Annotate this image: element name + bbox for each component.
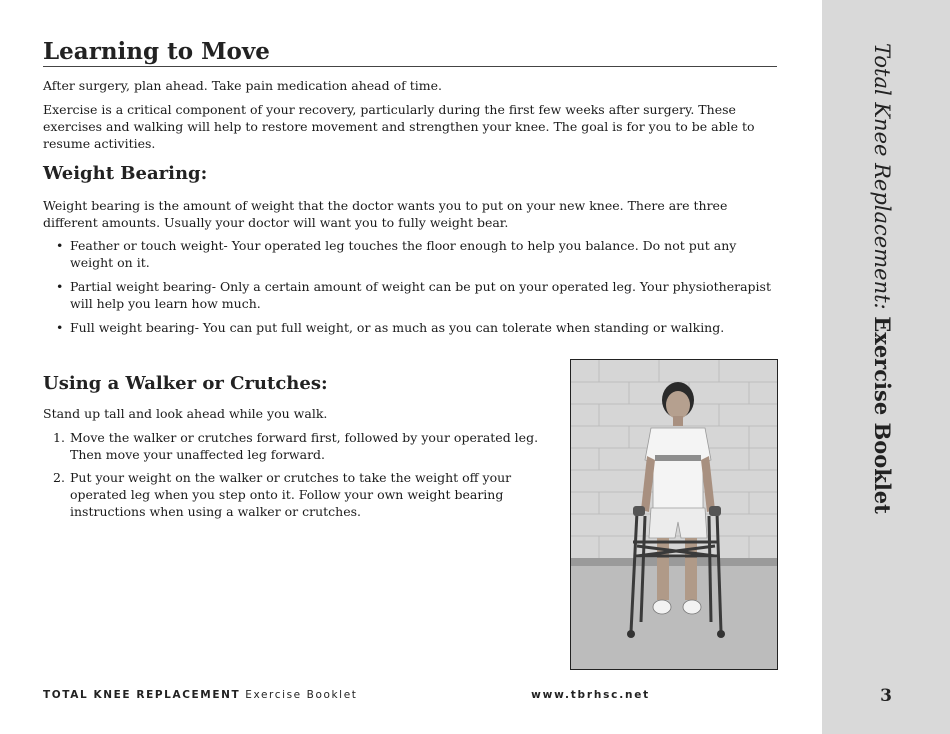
intro-paragraph-1: After surgery, plan ahead. Take pain medication ahead of time. bbox=[43, 78, 442, 93]
sidebar-title bbox=[870, 43, 894, 514]
walker-text: Stand up tall and look ahead while you walk. bbox=[43, 406, 328, 421]
walker-steps bbox=[43, 429, 553, 526]
step-item bbox=[43, 469, 553, 520]
title-rule bbox=[43, 66, 777, 67]
step-text: Put your weight on the walker or crutches to take the weight off your operated leg when you step onto it. Follow your own weight bearing instructions when using a walker or crutches. bbox=[70, 470, 512, 519]
intro-paragraph-2: Exercise is a critical component of your recovery, particularly during the first few weeks after surgery. These exercises and walking will help to restore movement and strengthen your knee. The goal is for you to be able to resume activities. bbox=[43, 102, 755, 151]
walker-photo bbox=[570, 359, 778, 670]
person-with-walker-illustration bbox=[571, 360, 777, 669]
list-item bbox=[43, 278, 778, 312]
bullet-icon: • bbox=[56, 279, 64, 294]
weight-bearing-heading: Weight Bearing: bbox=[43, 163, 208, 184]
list-item bbox=[43, 319, 778, 336]
footer-title-rest: Exercise Booklet bbox=[245, 689, 358, 701]
sidebar-title-bold: Exercise Booklet bbox=[870, 316, 895, 514]
step-item bbox=[43, 429, 553, 463]
step-number: 2. bbox=[53, 470, 65, 485]
step-number: 1. bbox=[53, 430, 65, 445]
footer-website: www.tbrhsc.net bbox=[531, 689, 650, 701]
page-number: 3 bbox=[880, 686, 892, 706]
weight-bearing-text: Weight bearing is the amount of weight that the doctor wants you to put on your new knee. There are three different amounts. Usually your doctor will want you to fully weight bear. bbox=[43, 198, 728, 230]
page-title: Learning to Move bbox=[43, 38, 270, 65]
walker-heading: Using a Walker or Crutches: bbox=[43, 373, 328, 394]
bullet-icon: • bbox=[56, 320, 64, 335]
bullet-icon: • bbox=[56, 238, 64, 253]
step-text: Move the walker or crutches forward first, followed by your operated leg. Then move your unaffected leg forward. bbox=[70, 430, 539, 462]
list-item-text: Full weight bearing- You can put full weight, or as much as you can tolerate when standing or walking. bbox=[70, 320, 725, 335]
weight-bearing-list bbox=[43, 237, 778, 343]
list-item bbox=[43, 237, 778, 271]
list-item-text: Partial weight bearing- Only a certain amount of weight can be put on your operated leg. Your physiotherapist will help you learn how much. bbox=[70, 279, 771, 311]
sidebar-title-italic: Total Knee Replacement: bbox=[870, 43, 894, 310]
list-item-text: Feather or touch weight- Your operated leg touches the floor enough to help you balance. Do not put any weight on it. bbox=[70, 238, 737, 270]
footer-title bbox=[43, 689, 357, 701]
footer-title-bold: TOTAL KNEE REPLACEMENT bbox=[43, 689, 241, 701]
